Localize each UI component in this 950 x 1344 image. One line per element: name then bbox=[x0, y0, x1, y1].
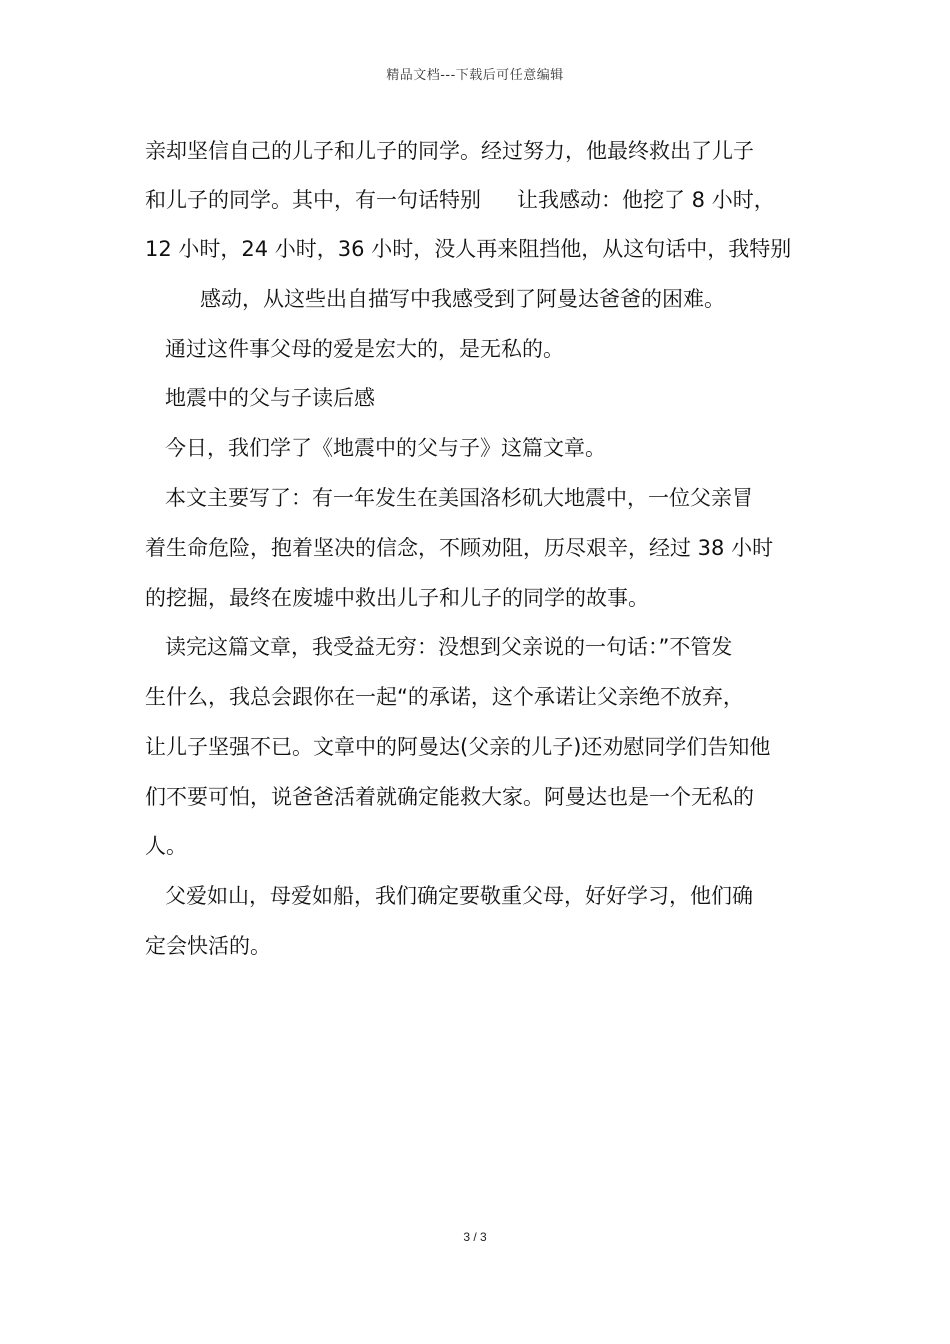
text-line: 本文主要写了：有一年发生在美国洛杉矶大地震中，一位父亲冒 bbox=[165, 486, 753, 510]
text-line bbox=[145, 185, 775, 215]
text-line: 通过这件事父母的爱是宏大的，是无私的。 bbox=[165, 337, 564, 361]
text-line: 父爱如山，母爱如船，我们确定要敬重父母，好好学习，他们确 bbox=[165, 884, 753, 908]
page-header: 精品文档---下载后可任意编辑 bbox=[386, 68, 564, 83]
text-line: 着生命危险，抱着坚决的信念，不顾劝阻，历尽艰辛，经过 38 小时 bbox=[145, 536, 774, 560]
text-line: 感动，从这些出自描写中我感受到了阿曼达爸爸的困难。 bbox=[200, 287, 725, 311]
text-line: 定会快活的。 bbox=[145, 934, 271, 958]
text-line: 亲却坚信自己的儿子和儿子的同学。经过努力，他最终救出了儿子 bbox=[145, 139, 754, 163]
text-line: 读完这篇文章，我受益无穷：没想到父亲说的一句话：”不管发 bbox=[165, 635, 733, 659]
text-line: 们不要可怕，说爸爸活着就确定能救大家。阿曼达也是一个无私的 bbox=[145, 785, 754, 809]
text-line: 的挖掘，最终在废墟中救出儿子和儿子的同学的故事。 bbox=[145, 586, 649, 610]
text-line: 让儿子坚强不已。文章中的阿曼达(父亲的儿子)还劝慰同学们告知他 bbox=[145, 735, 771, 759]
text-line-part: 让我感动：他挖了 8 小时， bbox=[517, 188, 775, 212]
text-line: 生什么，我总会跟你在一起“的承诺，这个承诺让父亲绝不放弃， bbox=[145, 685, 744, 709]
text-line: 今日，我们学了《地震中的父与子》这篇文章。 bbox=[165, 436, 606, 460]
page-number: 3 / 3 bbox=[463, 1230, 487, 1244]
text-line-part: 和儿子的同学。其中，有一句话特别 bbox=[145, 188, 481, 212]
text-line: 人。 bbox=[145, 834, 187, 858]
text-line: 12 小时，24 小时，36 小时，没人再来阻挡他，从这句话中，我特别 bbox=[145, 237, 792, 261]
section-title: 地震中的父与子读后感 bbox=[165, 386, 375, 410]
